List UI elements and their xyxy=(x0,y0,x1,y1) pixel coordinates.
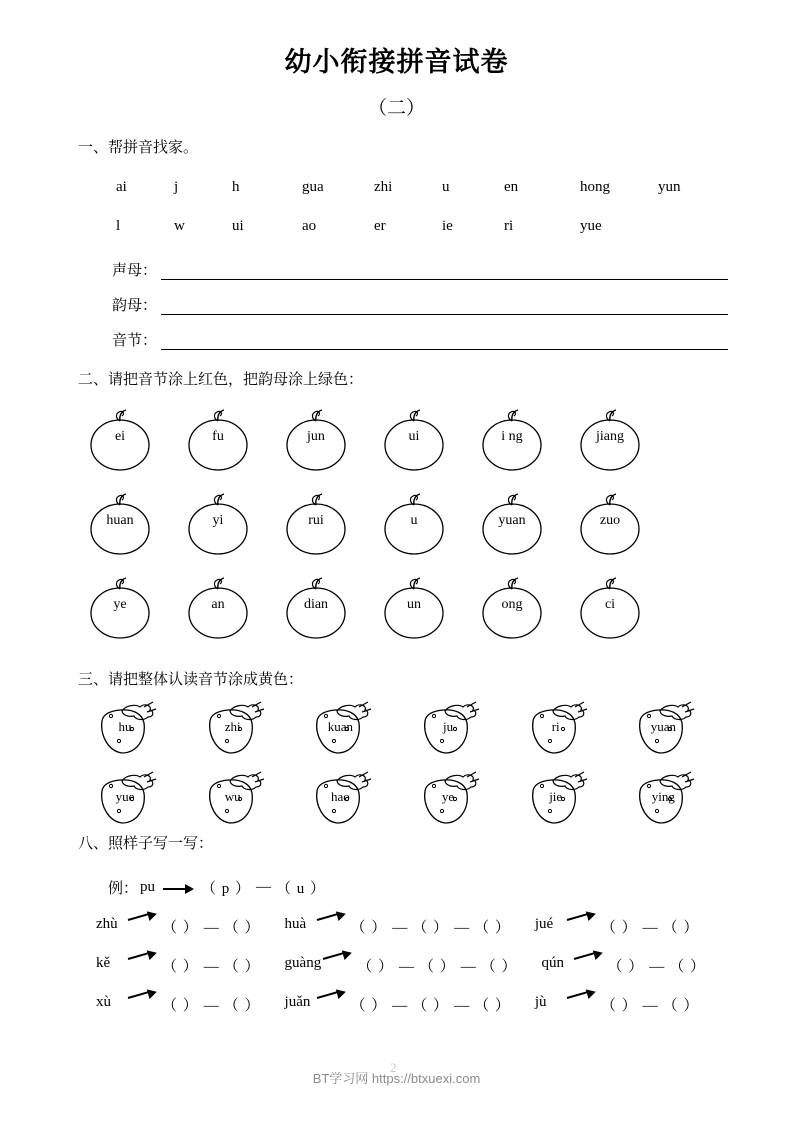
apple-row xyxy=(78,489,738,557)
practice-dash: — xyxy=(392,998,408,1014)
pinyin-row-one xyxy=(78,179,728,196)
strawberry-item[interactable] xyxy=(307,701,415,759)
section-two xyxy=(78,368,738,641)
pinyin-token: l xyxy=(116,218,121,234)
strawberry-item[interactable] xyxy=(630,771,738,829)
practice-blank-paren[interactable]: （ ） xyxy=(350,998,388,1014)
strawberry-label: ying xyxy=(651,789,675,804)
practice-blanks[interactable] xyxy=(351,916,511,937)
strawberry-label: ri xyxy=(551,719,560,734)
answer-blank-rule[interactable] xyxy=(161,336,728,350)
pinyin-token: u xyxy=(442,179,450,195)
pinyin-token: gua xyxy=(302,179,324,195)
apple-label: fu xyxy=(212,429,224,444)
practice-blanks[interactable] xyxy=(162,916,261,937)
practice-blank-paren[interactable]: （ ） xyxy=(223,998,261,1014)
pinyin-row-two xyxy=(78,218,728,235)
practice-dash: — xyxy=(454,998,470,1014)
practice-blank-paren[interactable]: （ ） xyxy=(223,920,261,936)
practice-blank-paren[interactable]: （ ） xyxy=(412,920,450,936)
practice-row xyxy=(78,994,748,1015)
apple-item[interactable] xyxy=(474,405,572,473)
apple-label: ei xyxy=(114,429,126,444)
answer-blank-rule[interactable] xyxy=(161,301,728,315)
apple-label: ye xyxy=(113,597,127,612)
practice-dash: — xyxy=(392,920,408,936)
strawberry-label: yue xyxy=(115,789,135,804)
apple-item[interactable] xyxy=(278,489,376,557)
strawberry-row xyxy=(78,701,738,759)
apple-label: rui xyxy=(308,513,324,528)
arrow-right-icon xyxy=(128,911,160,929)
apple-item[interactable] xyxy=(278,405,376,473)
practice-blank-paren[interactable]: （ ） xyxy=(600,998,638,1014)
apple-label: yuan xyxy=(498,513,526,528)
example-part-1: （ p ） xyxy=(201,881,252,897)
footer-watermark: BT学习网 https://btxuexi.com xyxy=(312,1071,481,1086)
pinyin-token: zhi xyxy=(374,179,393,195)
apple-item[interactable] xyxy=(474,573,572,641)
strawberry-label: yuan xyxy=(650,719,676,734)
apple-label: yi xyxy=(212,513,224,528)
apple-item[interactable] xyxy=(376,573,474,641)
practice-rows xyxy=(78,916,748,1015)
apple-label: dian xyxy=(303,597,329,612)
apple-item[interactable] xyxy=(82,573,180,641)
practice-syllable: huà xyxy=(284,916,307,932)
strawberry-label: kuan xyxy=(327,719,353,734)
practice-syllable: jué xyxy=(534,916,554,932)
practice-item[interactable] xyxy=(285,916,511,937)
apple-label: u xyxy=(410,513,418,528)
practice-dash: — xyxy=(398,959,414,975)
strawberry-item[interactable] xyxy=(92,771,200,829)
practice-row xyxy=(78,916,748,937)
answer-blank-label: 声母： xyxy=(112,263,158,279)
practice-item[interactable] xyxy=(285,955,518,976)
pinyin-token: ri xyxy=(504,218,514,234)
arrow-right-icon xyxy=(574,950,606,968)
apple-label: ci xyxy=(604,597,616,612)
strawberry-item[interactable] xyxy=(415,771,523,829)
section-one-heading: 一、帮拼音找家。 xyxy=(78,140,199,156)
practice-dash: — xyxy=(642,920,658,936)
apple-item[interactable] xyxy=(180,573,278,641)
practice-dash: — xyxy=(454,920,470,936)
answer-blank-row[interactable] xyxy=(78,329,728,350)
practice-blank-paren[interactable]: （ ） xyxy=(357,959,394,975)
pinyin-token: ie xyxy=(442,218,453,234)
practice-blank-paren[interactable]: （ ） xyxy=(600,920,638,936)
strawberry-item[interactable] xyxy=(307,771,415,829)
page-subtitle: （二） xyxy=(367,98,425,119)
apple-item[interactable] xyxy=(376,405,474,473)
strawberry-label: wu xyxy=(224,789,241,804)
practice-blank-paren[interactable]: （ ） xyxy=(350,920,388,936)
strawberry-item[interactable] xyxy=(92,701,200,759)
practice-blank-paren[interactable]: （ ） xyxy=(162,959,199,975)
section-three xyxy=(78,668,738,829)
pinyin-token: en xyxy=(504,179,519,195)
section-one xyxy=(78,136,728,350)
strawberry-label: zhi xyxy=(224,719,241,734)
apple-item[interactable] xyxy=(572,573,670,641)
strawberry-item[interactable] xyxy=(200,701,308,759)
example-syllable: pu xyxy=(140,879,156,895)
apple-item[interactable] xyxy=(572,489,670,557)
answer-blank-row[interactable] xyxy=(78,294,728,315)
example-part-2: （ u ） xyxy=(276,881,327,897)
strawberry-label: ju xyxy=(442,719,454,734)
apple-label: un xyxy=(407,597,421,612)
strawberry-label: jie xyxy=(549,789,563,804)
answer-blank-lines xyxy=(78,259,728,350)
section-four-heading: 八、照样子写一写： xyxy=(78,836,214,852)
practice-dash: — xyxy=(460,959,476,975)
practice-syllable: jù xyxy=(534,994,547,1010)
apple-label: ui xyxy=(408,429,420,444)
practice-blanks[interactable] xyxy=(608,955,707,976)
page-number: 2 xyxy=(390,1060,397,1075)
arrow-right-icon xyxy=(567,911,599,929)
section-three-heading: 三、请把整体认读音节涂成黄色： xyxy=(78,672,304,688)
strawberry-label: hu xyxy=(118,719,132,734)
apple-label: an xyxy=(211,597,225,612)
apple-label: jiang xyxy=(596,429,624,444)
practice-blank-paren[interactable]: （ ） xyxy=(162,920,199,936)
practice-syllable: kě xyxy=(96,955,111,971)
practice-blanks[interactable] xyxy=(357,955,517,976)
apple-item[interactable] xyxy=(278,573,376,641)
example-line xyxy=(78,877,748,898)
apple-row xyxy=(78,573,738,641)
practice-blank-paren[interactable]: （ ） xyxy=(669,959,707,975)
practice-syllable: xù xyxy=(96,994,111,1010)
apple-item[interactable] xyxy=(376,489,474,557)
apple-label: ong xyxy=(501,597,523,612)
practice-blank-paren[interactable]: （ ） xyxy=(480,959,518,975)
answer-blank-label: 音节： xyxy=(112,333,158,349)
apple-label: jun xyxy=(307,429,325,444)
practice-item[interactable] xyxy=(285,994,511,1015)
answer-blank-row[interactable] xyxy=(78,259,728,280)
example-label: 例： xyxy=(108,881,139,897)
pinyin-token: yun xyxy=(658,179,681,195)
practice-item[interactable] xyxy=(96,955,261,976)
practice-blank-paren[interactable]: （ ） xyxy=(418,959,456,975)
pinyin-token: ao xyxy=(302,218,317,234)
apple-label: huan xyxy=(106,513,134,528)
pinyin-token: h xyxy=(232,179,240,195)
practice-blank-paren[interactable]: （ ） xyxy=(474,920,511,936)
practice-row xyxy=(78,955,748,976)
apple-label: i ng xyxy=(501,429,523,444)
strawberry-label: ye xyxy=(441,789,455,804)
practice-blank-paren[interactable]: （ ） xyxy=(474,998,511,1014)
practice-dash: — xyxy=(203,998,219,1014)
practice-blank-paren[interactable]: （ ） xyxy=(162,998,199,1014)
apple-item[interactable] xyxy=(180,405,278,473)
strawberry-item[interactable] xyxy=(200,771,308,829)
example-dash-1: — xyxy=(256,879,272,895)
practice-item[interactable] xyxy=(535,916,700,937)
practice-blank-paren[interactable]: （ ） xyxy=(607,959,645,975)
pinyin-token: hong xyxy=(580,179,610,195)
practice-dash: — xyxy=(203,920,219,936)
arrow-right-icon xyxy=(323,950,355,968)
arrow-right-icon xyxy=(163,882,193,894)
practice-blanks[interactable] xyxy=(601,916,700,937)
practice-item[interactable] xyxy=(535,994,700,1015)
apple-item[interactable] xyxy=(180,489,278,557)
answer-blank-rule[interactable] xyxy=(161,266,728,280)
practice-item[interactable] xyxy=(542,955,707,976)
section-two-heading: 二、请把音节涂上红色，把韵母涂上绿色： xyxy=(78,372,364,388)
pinyin-token: yue xyxy=(580,218,602,234)
practice-item[interactable] xyxy=(96,916,261,937)
apple-label: zuo xyxy=(599,513,621,528)
practice-blanks[interactable] xyxy=(162,955,261,976)
apple-item[interactable] xyxy=(82,405,180,473)
practice-blanks[interactable] xyxy=(351,994,511,1015)
pinyin-token: er xyxy=(374,218,386,234)
practice-syllable: zhù xyxy=(96,916,118,932)
strawberry-item[interactable] xyxy=(523,701,631,759)
arrow-right-icon xyxy=(317,989,349,1007)
strawberry-item[interactable] xyxy=(630,701,738,759)
practice-item[interactable] xyxy=(96,994,261,1015)
pinyin-token: ai xyxy=(116,179,127,195)
practice-blank-paren[interactable]: （ ） xyxy=(662,998,700,1014)
practice-blank-paren[interactable]: （ ） xyxy=(223,959,261,975)
answer-blank-label: 韵母： xyxy=(112,298,158,314)
practice-syllable: juǎn xyxy=(284,994,311,1010)
page-title: 幼小衔接拼音试卷 xyxy=(284,47,509,77)
apple-item[interactable] xyxy=(82,489,180,557)
practice-blanks[interactable] xyxy=(601,994,700,1015)
strawberry-rows xyxy=(78,701,738,829)
practice-dash: — xyxy=(649,959,665,975)
strawberry-item[interactable] xyxy=(523,771,631,829)
apple-item[interactable] xyxy=(474,489,572,557)
apple-rows xyxy=(78,405,738,641)
practice-blank-paren[interactable]: （ ） xyxy=(412,998,450,1014)
arrow-right-icon xyxy=(567,989,599,1007)
arrow-right-icon xyxy=(317,911,349,929)
arrow-right-icon xyxy=(128,950,160,968)
pinyin-token: w xyxy=(174,218,185,234)
practice-dash: — xyxy=(203,959,219,975)
apple-item[interactable] xyxy=(572,405,670,473)
practice-syllable: guàng xyxy=(284,955,322,971)
practice-dash: — xyxy=(642,998,658,1014)
strawberry-item[interactable] xyxy=(415,701,523,759)
strawberry-row xyxy=(78,771,738,829)
practice-blank-paren[interactable]: （ ） xyxy=(662,920,700,936)
arrow-right-icon xyxy=(128,989,160,1007)
strawberry-label: hao xyxy=(330,789,350,804)
pinyin-token: j xyxy=(174,179,179,195)
section-four xyxy=(78,832,748,1015)
practice-blanks[interactable] xyxy=(162,994,261,1015)
apple-row xyxy=(78,405,738,473)
practice-syllable: qún xyxy=(541,955,564,971)
pinyin-token: ui xyxy=(232,218,244,234)
